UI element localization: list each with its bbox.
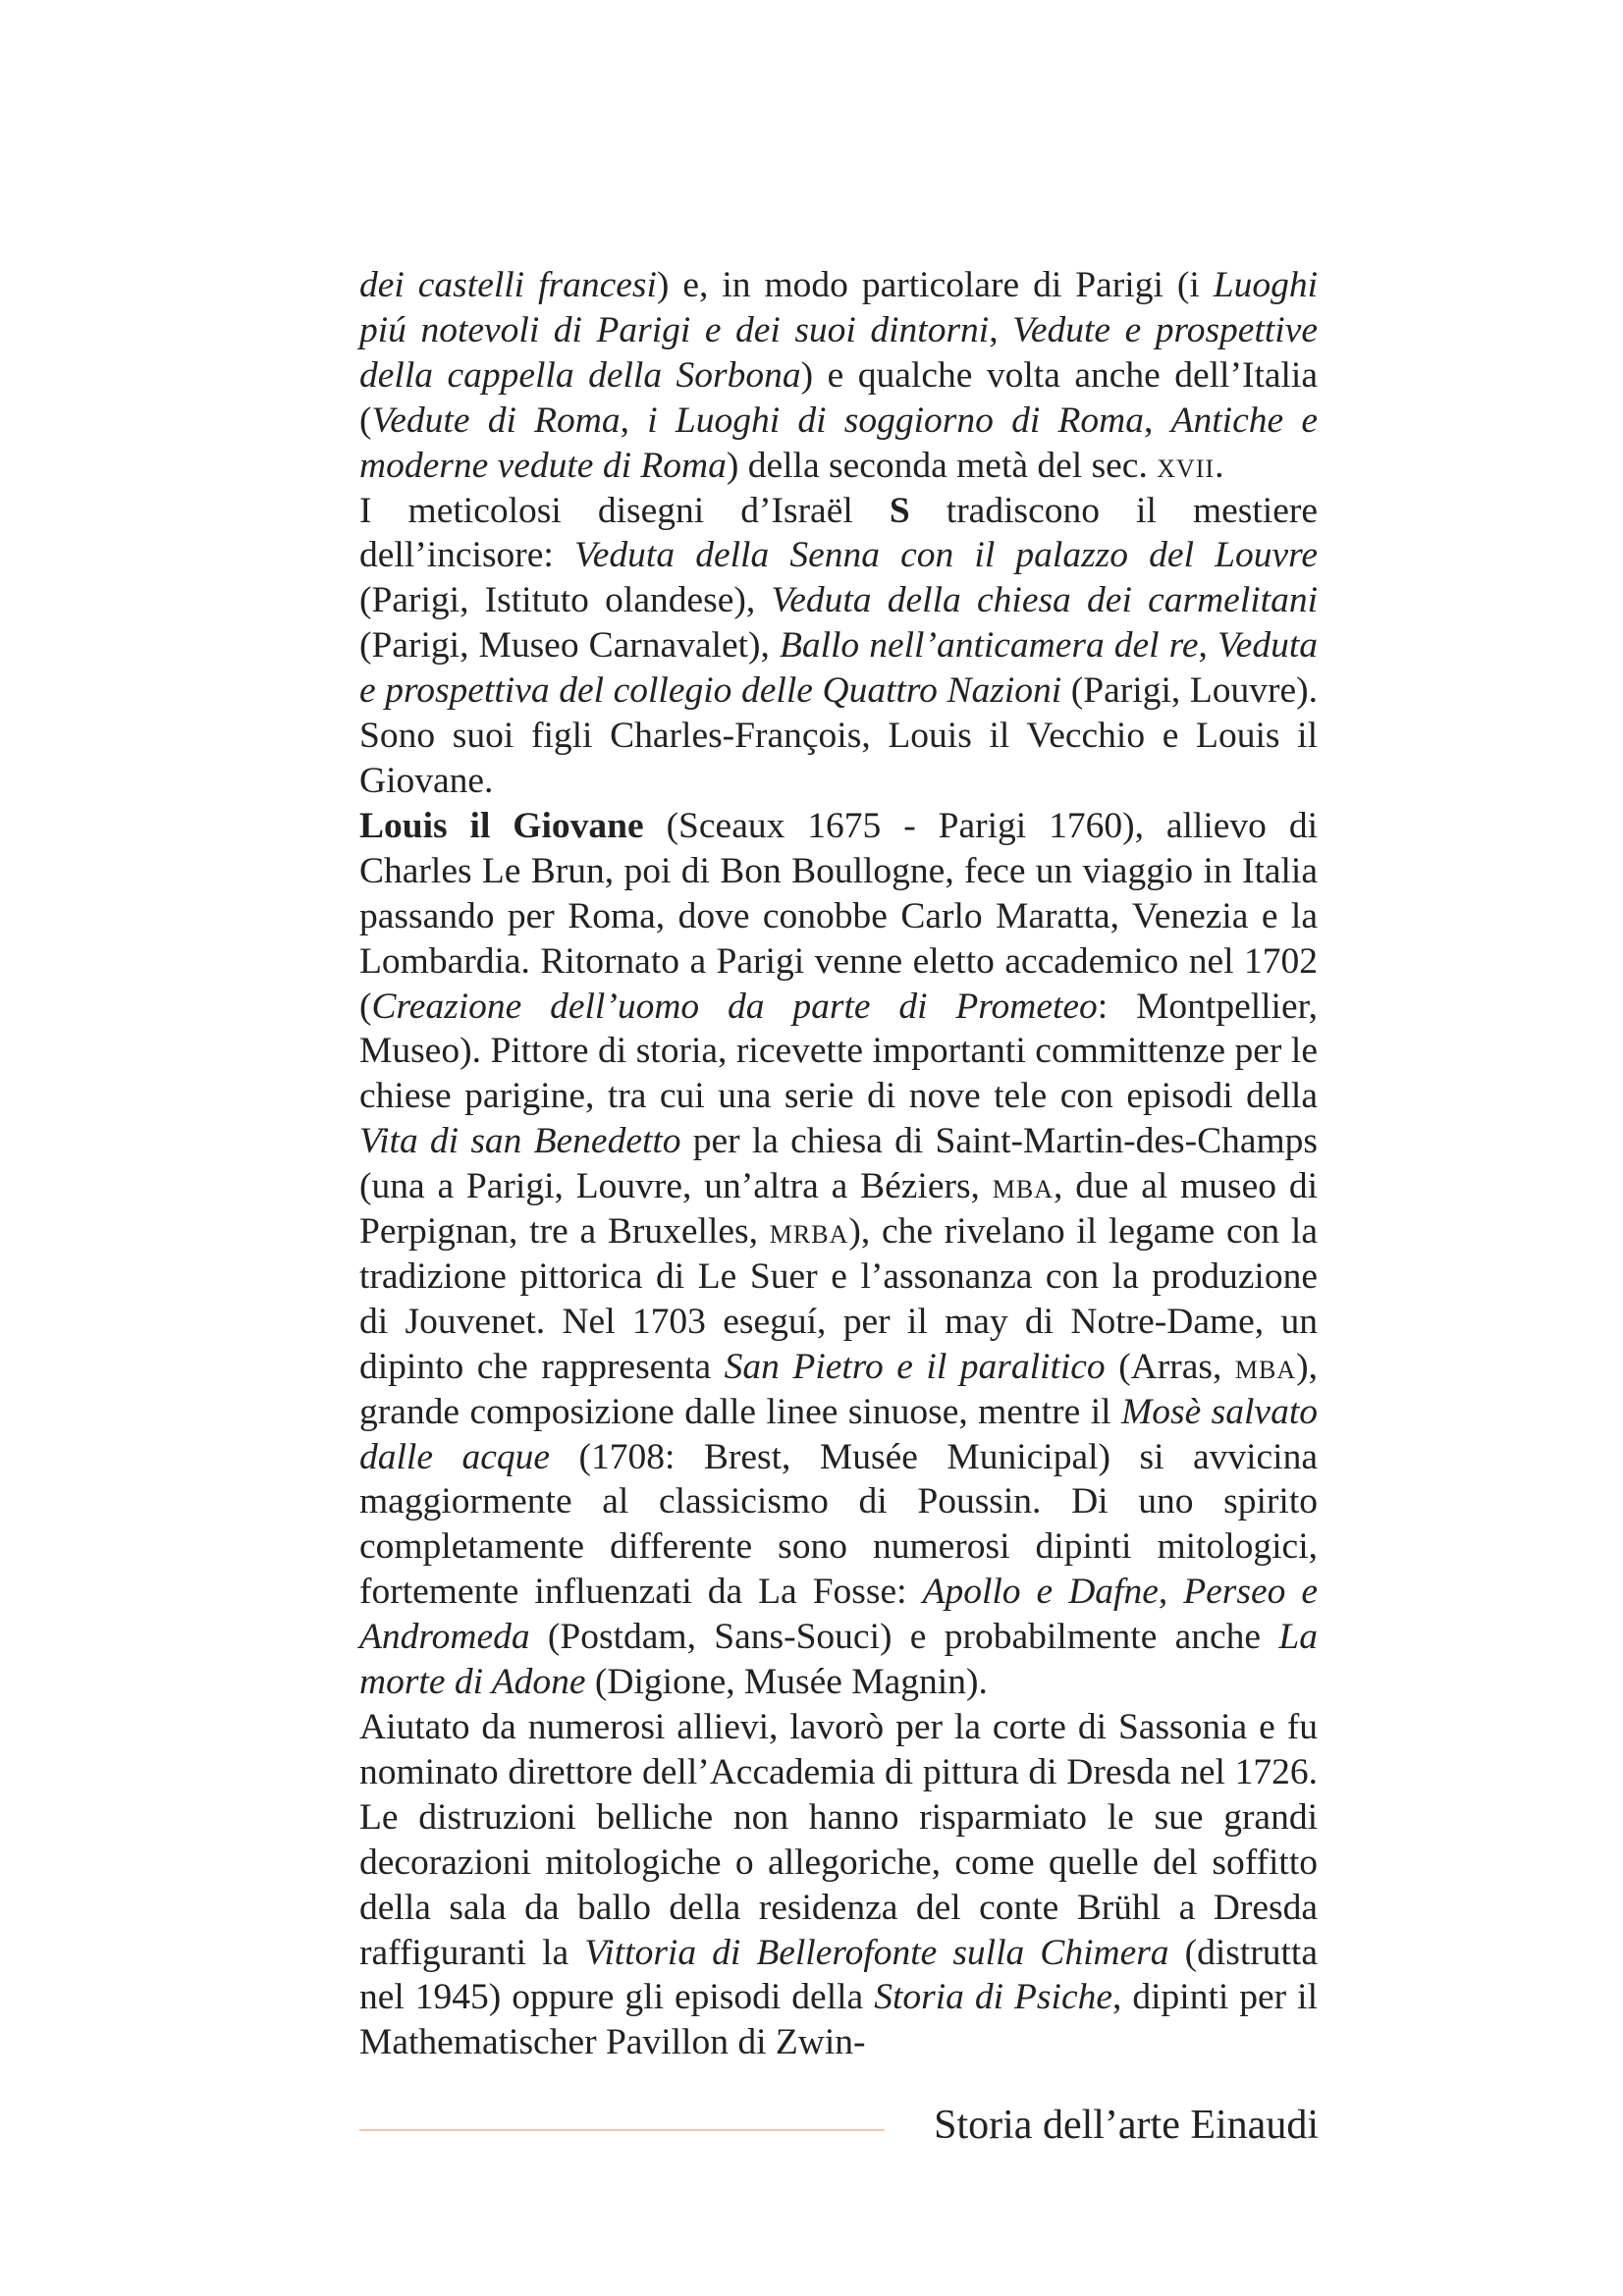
text-run: (Digione, Musée Magnin). xyxy=(585,1662,988,1703)
footer-rule xyxy=(359,2129,885,2131)
italic-run: San Pietro e il paralitico xyxy=(724,1346,1106,1387)
text-run: Aiutato da numerosi allievi, lavorò per la corte di Sassonia e fu nominato direttore dell’Accademia di pittura di Dresda nel 1726. Le distruzioni belliche non hanno risparmiato le sue grandi decorazioni mitologiche o allegoriche, come quelle del soffitto della sala da ballo della residenza del conte Brühl a Dresda raffiguranti la xyxy=(359,1707,1318,1973)
text-run: . xyxy=(1215,445,1224,486)
italic-run: Antiche e moderne vedute di Roma xyxy=(359,400,1318,486)
text-run: , xyxy=(989,309,1013,350)
italic-run: Storia di Psiche xyxy=(874,1977,1112,2018)
text-run: (Parigi, Louvre). Sono suoi figli Charles-François, Louis il Vecchio e Louis il Giovane. xyxy=(359,670,1318,801)
small-caps-run: mrba xyxy=(769,1211,849,1253)
text-run: , xyxy=(1143,400,1171,441)
text-run: ), grande composizione dalle linee sinuose, mentre il xyxy=(359,1346,1318,1432)
italic-run: Veduta e prospettiva del collegio delle Quattro Nazioni xyxy=(359,625,1318,712)
text-run: (1708: Brest, Musée Municipal) si avvicina maggiormente al classicismo di Poussin. Di uno spirito completamente differente sono numerosi dipinti mitologici, fortemente influenzati da La Fosse: xyxy=(359,1436,1318,1613)
paragraph xyxy=(359,804,1318,1705)
text-run: (Arras, xyxy=(1105,1346,1235,1387)
italic-run: Mosè salvato dalle acque xyxy=(359,1391,1318,1477)
italic-run: Veduta della chiesa dei carmelitani xyxy=(771,580,1318,621)
paragraph xyxy=(359,263,1318,489)
text-run: per la chiesa di Saint-Martin-des-Champs (una a Parigi, Louvre, un’altra a Béziers, xyxy=(359,1121,1318,1207)
italic-run: Vita di san Benedetto xyxy=(359,1121,681,1162)
text-run: (Parigi, Museo Carnavalet), xyxy=(359,625,780,667)
text-run: , dipinti per il Mathematischer Pavillon di Zwin- xyxy=(359,1977,1318,2063)
italic-run: Vittoria di Bellerofonte sulla Chimera xyxy=(584,1932,1169,1973)
paragraph xyxy=(359,489,1318,804)
text-run: (Parigi, Istituto olandese), xyxy=(359,580,772,621)
italic-run: dei castelli francesi xyxy=(359,265,657,305)
italic-run: Apollo e Dafne xyxy=(922,1572,1159,1613)
italic-run: Vedute e prospettive della cappella della Sorbona xyxy=(359,309,1318,396)
small-caps-run: mba xyxy=(992,1166,1055,1207)
small-caps-run: mba xyxy=(1234,1346,1297,1387)
text-run: ) e qualche volta anche dell’Italia ( xyxy=(359,354,1318,441)
body-text xyxy=(359,263,1318,2065)
bold-run: S xyxy=(889,490,910,531)
text-run: ), che rivelano il legame con la tradizione pittorica di Le Suer e l’assonanza con la produzione di Jouvenet. Nel 1703 eseguí, per il may di Notre-Dame, un dipinto che rappresenta xyxy=(359,1211,1318,1387)
italic-run: Creazione dell’uomo da parte di Prometeo xyxy=(371,986,1098,1027)
paragraph xyxy=(359,1705,1318,2065)
italic-run: Vedute di Roma xyxy=(371,400,621,441)
text-run: tradiscono il mestiere dell’incisore: xyxy=(359,490,1318,576)
text-run: , xyxy=(620,400,648,441)
text-run: ) della seconda metà del sec. xyxy=(726,445,1158,486)
text-run: (Postdam, Sans-Souci) e probabilmente anche xyxy=(529,1617,1279,1658)
footer-title: Storia dell’arte Einaudi xyxy=(934,2103,1319,2148)
text-run: (distrutta nel 1945) oppure gli episodi della xyxy=(359,1932,1318,2018)
text-run: , xyxy=(1158,1572,1184,1613)
italic-run: Perseo e Andromeda xyxy=(359,1572,1318,1658)
italic-run: i Luoghi di soggiorno di Roma xyxy=(647,400,1144,441)
italic-run: La morte di Adone xyxy=(359,1617,1318,1703)
text-run: ) e, in modo particolare di Parigi (i xyxy=(656,265,1214,305)
bold-run: Louis il Giovane xyxy=(359,805,644,846)
text-run: , xyxy=(1198,625,1217,667)
small-caps-run: xvii xyxy=(1157,445,1216,486)
italic-run: Luoghi piú notevoli di Parigi e dei suoi dintorni xyxy=(359,265,1319,350)
text-run: I meticolosi disegni d’Israël xyxy=(359,490,890,531)
italic-run: Ballo nell’anticamera del re xyxy=(779,625,1199,667)
text-run: (Sceaux 1675 - Parigi 1760), allievo di Charles Le Brun, poi di Bon Boullogne, fece un viaggio in Italia passando per Roma, dove conobbe Carlo Maratta, Venezia e la Lombardia. Ritornato a Parigi venne eletto accademico nel 1702 ( xyxy=(359,805,1319,1027)
text-run: : Montpellier, Museo). Pittore di storia, ricevette importanti committenze per le chiese parigine, tra cui una serie di nove tele con episodi della xyxy=(359,986,1318,1117)
text-run: , due al museo di Perpignan, tre a Bruxelles, xyxy=(359,1166,1318,1253)
italic-run: Veduta della Senna con il palazzo del Louvre xyxy=(574,535,1318,576)
